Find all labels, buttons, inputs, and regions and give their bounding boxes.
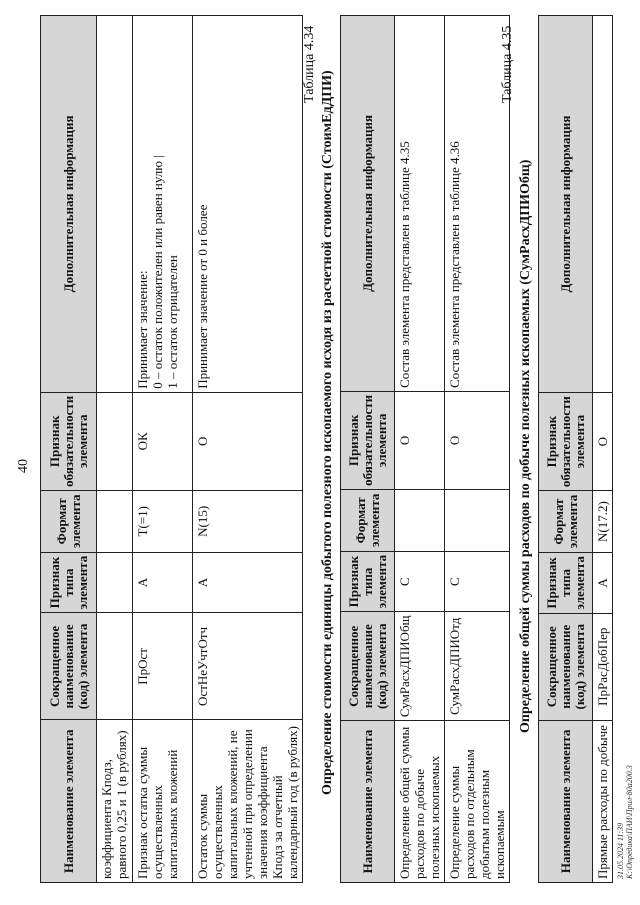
header-format: Формат элемента bbox=[41, 490, 97, 552]
table-label-4-34: Таблица 4.34 bbox=[302, 25, 317, 103]
table-title-4-34: Определение стоимости единицы добытого полезного ископаемого исходя из расчетной стоимости (СтоимЕдДПИ) bbox=[320, 70, 335, 795]
header-type: Признак типа элемента bbox=[41, 552, 97, 613]
table-header-row bbox=[41, 16, 97, 883]
cell-name: коэффициента Кподз, равного 0,25 и 1 (в рублях) bbox=[97, 720, 133, 883]
cell-info bbox=[97, 16, 133, 393]
cell-name: Прямые расходы по добыче bbox=[593, 720, 613, 882]
header-code: Сокращенное наименование (код) элемента bbox=[341, 612, 395, 721]
table-row bbox=[133, 16, 193, 883]
cell-type: А bbox=[593, 553, 613, 614]
stamp-line-1: 31.05.2024 11:39 bbox=[616, 822, 625, 879]
cell-info: Состав элемента представлен в таблице 4.35 bbox=[395, 16, 445, 392]
header-format: Формат элемента bbox=[341, 489, 395, 551]
cell-code: ОстНеУчтОтч bbox=[193, 613, 303, 720]
header-code: Сокращенное наименование (код) элемента bbox=[41, 613, 97, 720]
header-required: Признак обязательности элемента bbox=[539, 393, 593, 491]
cell-format: N(15) bbox=[193, 490, 303, 552]
header-name: Наименование элемента bbox=[41, 720, 97, 883]
table-row bbox=[445, 16, 510, 883]
cell-name: Остаток суммы осуществленных капитальных вложений, не учтенной при определении значения коэффициента Кподз за отчетный календарный год (в рублях) bbox=[193, 720, 303, 883]
table-row bbox=[193, 16, 303, 883]
table-header-row bbox=[539, 16, 593, 883]
header-format: Формат элемента bbox=[539, 491, 593, 553]
cell-required: О bbox=[193, 392, 303, 490]
cell-name: Определение суммы расходов по отдельным добытым полезным ископаемым bbox=[445, 721, 510, 883]
header-required: Признак обязательности элемента bbox=[41, 392, 97, 490]
stamp-line-2: К:\Опредика\ПАИ\Прил-80a200.3 bbox=[625, 765, 634, 879]
table-header-row bbox=[341, 16, 395, 883]
cell-format: Т(=1) bbox=[133, 490, 193, 552]
header-code: Сокращенное наименование (код) элемента bbox=[539, 613, 593, 720]
header-info: Дополнительная информация bbox=[41, 16, 97, 393]
cell-code: СумРасхДПИОбщ bbox=[395, 612, 445, 721]
header-name: Наименование элемента bbox=[539, 720, 593, 882]
table-label-4-35: Таблица 4.35 bbox=[500, 25, 515, 103]
header-required: Признак обязательности элемента bbox=[341, 391, 395, 489]
table-top bbox=[40, 15, 303, 883]
cell-required: О bbox=[445, 391, 510, 489]
cell-type bbox=[97, 552, 133, 613]
cell-code bbox=[97, 613, 133, 720]
cell-required: ОК bbox=[133, 392, 193, 490]
table-row bbox=[395, 16, 445, 883]
cell-code: ПрОст bbox=[133, 613, 193, 720]
cell-info: Состав элемента представлен в таблице 4.36 bbox=[445, 16, 510, 392]
table-row bbox=[97, 16, 133, 883]
table-4-34 bbox=[340, 15, 510, 883]
cell-info bbox=[593, 16, 613, 393]
header-type: Признак типа элемента bbox=[341, 551, 395, 612]
header-name: Наименование элемента bbox=[341, 721, 395, 883]
cell-format bbox=[97, 490, 133, 552]
cell-name: Определение общей суммы расходов по добыче полезных ископаемых bbox=[395, 721, 445, 883]
cell-info: Принимает значение: 0 – остаток положителен или равен нулю | 1 – остаток отрицателен bbox=[133, 16, 193, 393]
cell-name: Признак остатка суммы осуществленных капитальных вложений bbox=[133, 720, 193, 883]
header-info: Дополнительная информация bbox=[539, 16, 593, 393]
header-info: Дополнительная информация bbox=[341, 16, 395, 392]
table-title-4-35: Определение общей суммы расходов по добыче полезных ископаемых (СумРасхДПИОбщ) bbox=[518, 159, 533, 733]
page-number: 40 bbox=[16, 459, 31, 473]
cell-required: О bbox=[395, 391, 445, 489]
print-stamp bbox=[616, 765, 634, 879]
table-row bbox=[593, 16, 613, 883]
cell-required bbox=[97, 392, 133, 490]
cell-format bbox=[445, 489, 510, 551]
cell-format: N(17.2) bbox=[593, 491, 613, 553]
cell-type: А bbox=[133, 552, 193, 613]
cell-type: С bbox=[445, 551, 510, 612]
header-type: Признак типа элемента bbox=[539, 553, 593, 614]
cell-code: СумРасхДПИОтд bbox=[445, 612, 510, 721]
cell-required: О bbox=[593, 393, 613, 491]
cell-type: С bbox=[395, 551, 445, 612]
cell-info: Принимает значение от 0 и более bbox=[193, 16, 303, 393]
table-4-35 bbox=[538, 15, 613, 883]
cell-type: А bbox=[193, 552, 303, 613]
cell-format bbox=[395, 489, 445, 551]
cell-code: ПрРасДобПер bbox=[593, 613, 613, 720]
